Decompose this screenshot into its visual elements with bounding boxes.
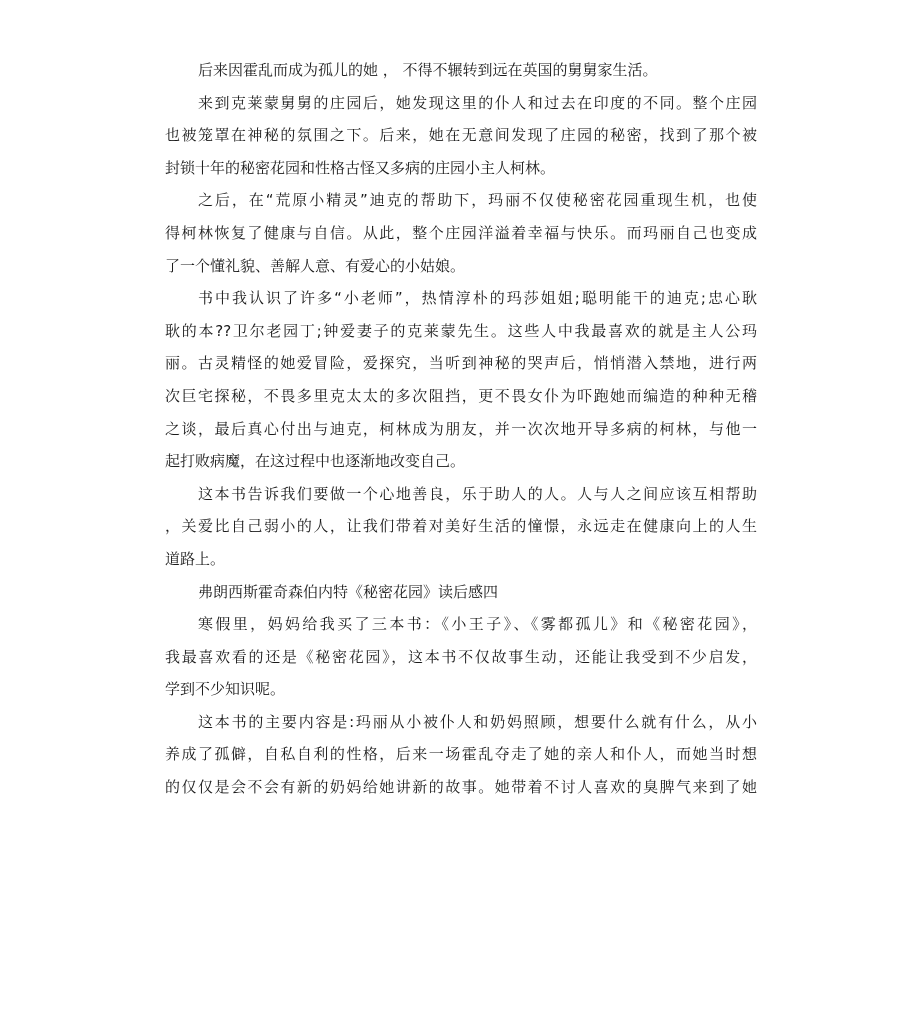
- text-line: 封锁十年的秘密花园和性格古怪又多病的庄园小主人柯林。: [165, 158, 556, 177]
- text-line: ，关爱比自己弱小的人，让我们带着对美好生活的憧憬，永远走在健康向上的人生: [165, 517, 757, 536]
- paragraph: [165, 54, 757, 87]
- text-line: 这本书告诉我们要做一个心地善良，乐于助人的人。人与人之间应该互相帮助: [198, 484, 757, 503]
- text-line: 这本书的主要内容是:玛丽从小被仆人和奶妈照顾，想要什么就有什么，从小: [198, 712, 757, 731]
- text-line: 我最喜欢看的还是《秘密花园》，这本书不仅故事生动，还能让我受到不少启发，: [165, 647, 757, 666]
- paragraph: [165, 478, 757, 576]
- text-line: 来到克莱蒙舅舅的庄园后，她发现这里的仆人和过去在印度的不同。整个庄园: [198, 93, 757, 112]
- paragraph: [165, 282, 757, 478]
- text-line: 书中我认识了许多“小老师”，热情淳朴的玛莎姐姐;聪明能干的迪克;忠心耿: [198, 289, 757, 308]
- text-line: 了一个懂礼貌、善解人意、有爱心的小姑娘。: [165, 256, 466, 275]
- text-line: 也被笼罩在神秘的氛围之下。后来，她在无意间发现了庄园的秘密，找到了那个被: [165, 126, 757, 145]
- text-line: 次巨宅探秘，不畏多里克太太的多次阻挡，更不畏女仆为吓跑她而编造的种种无稽: [165, 386, 757, 405]
- paragraph: [165, 608, 757, 706]
- paragraph: [165, 87, 757, 185]
- text-line: 丽。古灵精怪的她爱冒险，爱探究，当听到神秘的哭声后，悄悄潜入禁地，进行两: [165, 354, 757, 373]
- paragraph: [165, 576, 757, 609]
- paragraph: [165, 706, 757, 804]
- paragraph: [165, 184, 757, 282]
- text-line: 起打败病魔，在这过程中也逐渐地改变自己。: [165, 452, 466, 471]
- document-page: [165, 54, 757, 804]
- text-line: 耿的本??卫尔老园丁;钟爱妻子的克莱蒙先生。这些人中我最喜欢的就是主人公玛: [165, 321, 757, 340]
- text-line: 寒假里，妈妈给我买了三本书：《小王子》、《雾都孤儿》和《秘密花园》，: [198, 615, 757, 634]
- text-line: 弗朗西斯霍奇森伯内特《秘密花园》读后感四: [198, 582, 499, 601]
- text-line: 学到不少知识呢。: [165, 680, 286, 699]
- text-line: 得柯林恢复了健康与自信。从此，整个庄园洋溢着幸福与快乐。而玛丽自己也变成: [165, 223, 757, 242]
- text-line: 之谈，最后真心付出与迪克，柯林成为朋友，并一次次地开导多病的柯林，与他一: [165, 419, 757, 438]
- text-line: 之后，在“荒原小精灵”迪克的帮助下，玛丽不仅使秘密花园重现生机，也使: [198, 191, 757, 210]
- text-line: 道路上。: [165, 549, 226, 568]
- text-line: 的仅仅是会不会有新的奶妈给她讲新的故事。她带着不讨人喜欢的臭脾气来到了她: [165, 778, 757, 797]
- text-line: 后来因霍乱而成为孤儿的她 ， 不得不辗转到远在英国的舅舅家生活。: [198, 61, 658, 79]
- text-line: 养成了孤僻，自私自利的性格，后来一场霍乱夺走了她的亲人和仆人，而她当时想: [165, 745, 757, 764]
